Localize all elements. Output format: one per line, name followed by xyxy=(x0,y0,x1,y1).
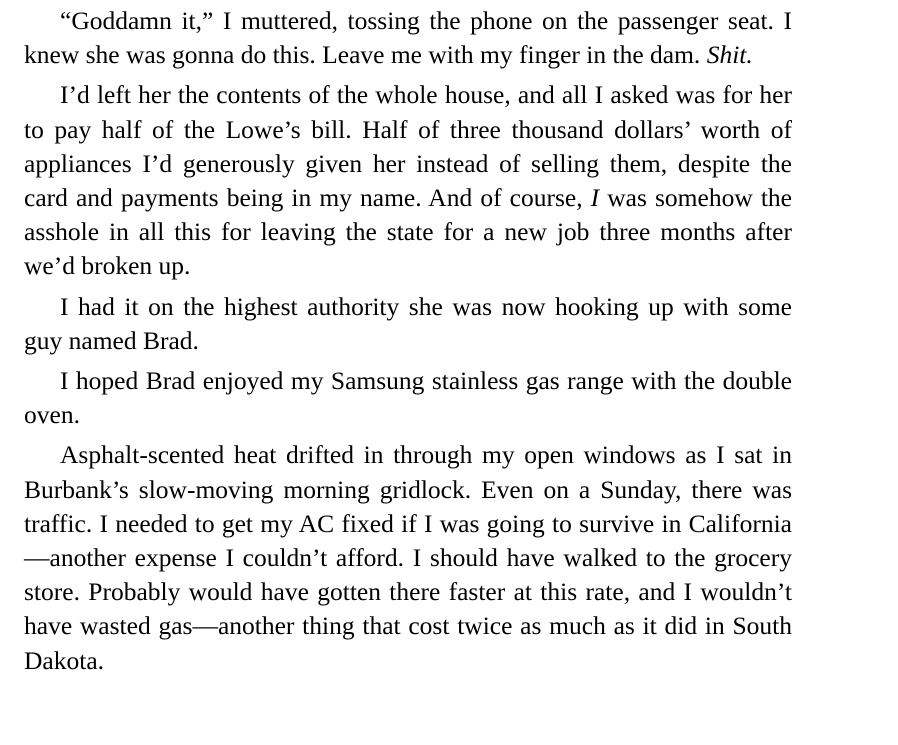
paragraph xyxy=(24,4,792,72)
paragraph xyxy=(24,364,792,432)
emphasized-text: I xyxy=(590,183,600,213)
paragraph xyxy=(24,438,792,677)
text-run: was somehow the asshole in all this for leaving the state for a new job three months after we’d broken up. xyxy=(24,183,792,281)
text-run: I had it on the highest authority she was now hooking up with some guy named Brad. xyxy=(24,291,792,355)
text-run: “Goddamn it,” I muttered, tossing the phone on the passenger seat. I knew she was gonna do this. Leave me with my finger in the dam. xyxy=(24,6,792,70)
page-body-text xyxy=(24,4,792,678)
emphasized-text: Shit. xyxy=(706,40,753,70)
text-run: I’d left her the contents of the whole house, and all I asked was for her to pay half of the Lowe’s bill. Half of three thousand dollars’ worth of appliances I’d generously given her instead of selling them, despite the card and payments being in my name. And of course, xyxy=(24,80,792,213)
text-run: I hoped Brad enjoyed my Samsung stainless gas range with the double oven. xyxy=(24,366,792,430)
text-run: Asphalt-scented heat drifted in through my open windows as I sat in Burbank’s slow-moving morning gridlock. Even on a Sunday, there was traffic. I needed to get my AC fixed if I was going to survive in California—another expense I couldn’t afford. I should have walked to the grocery store. Probably would have gotten there faster at this rate, and I wouldn’t have wasted gas—another thing that cost twice as much as it did in South Dakota. xyxy=(24,440,792,675)
paragraph xyxy=(24,78,792,283)
paragraph xyxy=(24,290,792,358)
